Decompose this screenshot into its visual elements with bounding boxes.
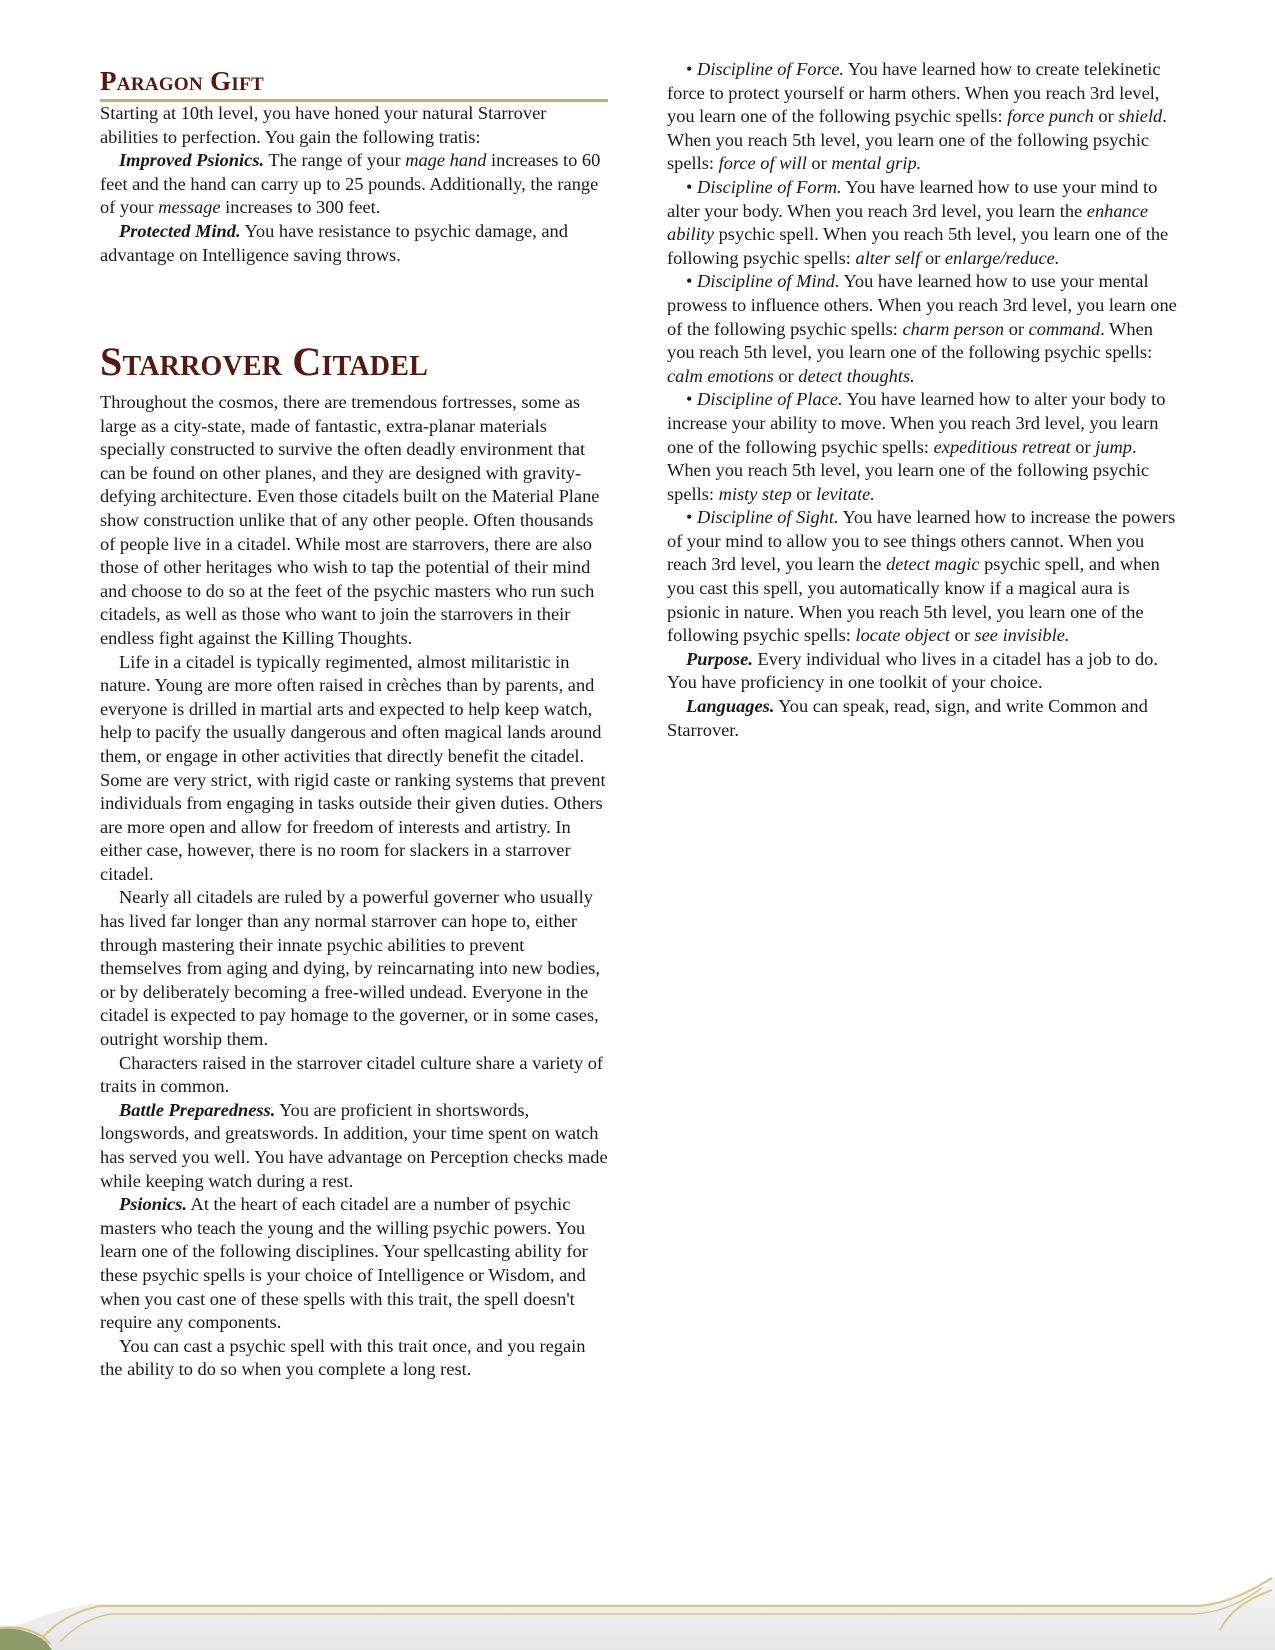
discipline-text: You have learned how to create telekinetic force to protect yourself or harm others. When you reach 3rd level, you learn one of the following psychic spells: [667, 59, 1161, 127]
trait-text: At the heart of each citadel are a number of psychic masters who teach the young and the willing psychic powers. You learn one of the following disciplines. Your spellcasting ability for these psychic spells is your choice of Intelligence or Wisdom, and when you cast one of these spells with this trait, the spell doesn't require any components. [100, 1194, 588, 1333]
footer-band [0, 1576, 1275, 1650]
spell-name: command [1028, 318, 1101, 339]
page-footer-decoration [0, 1570, 1275, 1650]
spell-name: levitate [816, 483, 871, 504]
trait-name: Purpose. [686, 648, 753, 669]
discipline-name: Discipline of Mind. [697, 271, 840, 292]
discipline-force: • Discipline of Force. You have learned how to create telekinetic force to protect yourself or harm others. When you reach 3rd level, you learn one of the following psychic spells: force punch or shield. When you reach 5th level, you learn one of the following psychic spells: force of will or mental grip. [667, 59, 1167, 174]
discipline-text: or [791, 483, 817, 504]
trait-text: The range of your [264, 150, 406, 171]
citadel-paragraph: Characters raised in the starrover citadel culture share a variety of traits in common. [100, 1052, 604, 1097]
trait-text: You are proficient in shortswords, longswords, and greatswords. In addition, your time spent on watch has served you well. You have advantage on Perception checks made while keeping watch during a rest. [100, 1099, 608, 1191]
discipline-text: . [1064, 625, 1070, 646]
discipline-text: or [1070, 436, 1096, 457]
trait-name: Languages. [686, 696, 775, 717]
spell-name: alter self [855, 247, 921, 268]
paragon-intro: Starting at 10th level, you have honed your natural Starrover abilities to perfection. You gain the following tratis: [100, 103, 547, 147]
discipline-name: Discipline of Form. [697, 176, 842, 197]
battle-preparedness-trait [100, 1099, 608, 1193]
discipline-text: or [1004, 318, 1029, 339]
discipline-place: • Discipline of Place. You have learned how to alter your body to increase your ability to move. When you reach 3rd level, you learn one of the following psychic spells: expeditious retreat or jump. When you reach 5th level, you learn one of the following psychic spells: misty step or levitate. [667, 389, 1166, 504]
discipline-text: or [806, 153, 832, 174]
citadel-paragraph: Life in a citadel is typically regimented, almost militaristic in nature. Young are more often raised in crèches than by parents, and everyone is drilled in martial arts and expected to help keep watch, help to pacify the usually dangerous and often magical lands around them, or engage in other activities that directly benefit the citadel. Some are very strict, with rigid caste or ranking systems that prevent individuals from engaging in tasks outside their given duties. Others are more open and allow for freedom of interests and artistry. In either case, however, there is no room for slackers in a starrover citadel. [100, 651, 606, 884]
discipline-name: Discipline of Force. [697, 59, 844, 79]
spell-name: see invisible [974, 625, 1065, 646]
spell-name: shield [1118, 106, 1163, 127]
discipline-text: or [920, 247, 945, 268]
discipline-text: You have learned how to increase the powers of your mind to allow you to see things others cannot. When you reach 3rd level, you learn the [667, 507, 1176, 575]
discipline-text: or [773, 365, 799, 386]
spell-name: expeditious retreat [933, 436, 1071, 457]
spell-name: misty step [718, 483, 792, 504]
trait-text: Every individual who lives in a citadel has a job to do. You have proficiency in one toolkit of your choice. [667, 648, 1158, 693]
citadel-body [100, 391, 608, 1382]
trait-name: Protected Mind. [119, 220, 241, 241]
trait-name: Psionics. [119, 1194, 187, 1215]
psionics-trait [100, 1193, 608, 1335]
starrover-citadel-heading: Starrover Citadel [100, 339, 428, 384]
spell-name: detect thoughts [798, 365, 911, 386]
citadel-paragraph: Throughout the cosmos, there are tremendous fortresses, some as large as a city-state, made of fantastic, extra-planar materials specially constructed to survive the often deadly environment that can be found on other planes, and they are designed with gravity-defying architecture. Even those citadels built on the Material Plane show construction unlike that of any other people. Often thousands of people live in a citadel. While most are starrovers, there are also those of other heritages who wish to tap the potential of their mind and choose to do so at the feet of the psychic masters who run such citadels, as well as those who want to join the starrovers in their endless fight against the Killing Thoughts. [100, 392, 600, 648]
paragon-gift-heading: Paragon Gift [100, 64, 608, 102]
trait-text: You can speak, read, sign, and write Common and Starrover. [667, 696, 1148, 740]
discipline-text: . When you reach 5th level, you learn one of the following psychic spells: [667, 318, 1153, 363]
spell-name: mage hand [405, 150, 487, 171]
discipline-text: or [949, 625, 975, 646]
discipline-name: Discipline of Place. [697, 389, 843, 410]
trait-name: Improved Psionics. [119, 150, 265, 171]
spell-name: message [158, 197, 221, 218]
right-column [667, 58, 1179, 742]
spell-name: force of will [718, 153, 807, 174]
spell-name: enhance ability [667, 200, 1149, 245]
discipline-text: . [916, 153, 922, 174]
spell-name: enlarge/reduce [944, 247, 1055, 268]
discipline-sight: • Discipline of Sight. You have learned how to increase the powers of your mind to allow you to see things others cannot. When you reach 3rd level, you learn the detect magic psychic spell, and when you cast this spell, you automatically know if a magical aura is psionic in nature. When you reach 5th level, you learn one of the following psychic spells: locate object or see invisible. [667, 507, 1176, 646]
discipline-text: . [910, 365, 915, 386]
spell-name: locate object [855, 625, 950, 646]
discipline-text: You have learned how to use your mind to alter your body. When you reach 3rd level, you learn the [667, 176, 1158, 221]
discipline-text: You have learned how to alter your body to increase your ability to move. When you reach 3rd level, you learn one of the following psychic spells: [667, 389, 1166, 457]
discipline-text: . When you reach 5th level, you learn one of the following psychic spells: [667, 436, 1150, 504]
left-column [100, 102, 608, 267]
improved-psionics-trait [100, 149, 608, 220]
citadel-paragraph: Nearly all citadels are ruled by a powerful governer who usually has lived far longer than any normal starrover can hope to, either through mastering their innate psychic abilities to prevent themselves from aging and dying, by reincarnating into new bodies, or by deliberately becoming a free-willed undead. Everyone in the citadel is expected to pay homage to the governer, or in some cases, outright worship them. [100, 887, 601, 1050]
trait-text: increases to 60 feet and the hand can carry up to 25 pounds. Additionally, the range of your [100, 150, 601, 218]
trait-text: increases to 300 feet. [220, 197, 381, 218]
spell-name: calm emotions [667, 365, 774, 386]
citadel-paragraph: You can cast a psychic spell with this trait once, and you regain the ability to do so when you complete a long rest. [100, 1335, 586, 1380]
protected-mind-trait [100, 220, 608, 267]
discipline-text: psychic spell, and when you cast this spell, you automatically know if a magical aura is psionic in nature. When you reach 5th level, you learn one of the following psychic spells: [667, 554, 1160, 646]
purpose-trait [667, 648, 1179, 695]
spell-name: mental grip [831, 153, 917, 174]
discipline-form: • Discipline of Form. You have learned how to use your mind to alter your body. When you reach 3rd level, you learn the enhance ability psychic spell. When you reach 5th level, you learn one of the following psychic spells: alter self or enlarge/reduce. [667, 176, 1169, 268]
discipline-text: . [870, 483, 875, 504]
trait-name: Battle Preparedness. [119, 1099, 276, 1120]
discipline-text: . [1054, 247, 1060, 268]
discipline-text: or [1093, 106, 1119, 127]
discipline-name: Discipline of Sight. [697, 507, 839, 528]
spell-name: jump [1095, 436, 1132, 457]
discipline-text: psychic spell. When you reach 5th level, you learn one of the following psychic spells: [667, 224, 1169, 268]
discipline-mind: • Discipline of Mind. You have learned how to use your mental prowess to influence others. When you reach 3rd level, you learn one of the following psychic spells: charm person or command. When you reach 5th level, you learn one of the following psychic spells: calm emotions or detect thoughts. [667, 271, 1177, 386]
languages-trait [667, 695, 1179, 742]
discipline-text: You have learned how to use your mental prowess to influence others. When you reach 3rd level, you learn one of the following psychic spells: [667, 271, 1177, 339]
discipline-text: . When you reach 5th level, you learn one of the following psychic spells: [667, 106, 1167, 174]
trait-text: You have resistance to psychic damage, and advantage on Intelligence saving throws. [100, 220, 568, 265]
spell-name: detect magic [886, 554, 980, 575]
spell-name: force punch [1007, 106, 1094, 127]
spell-name: charm person [902, 318, 1005, 339]
